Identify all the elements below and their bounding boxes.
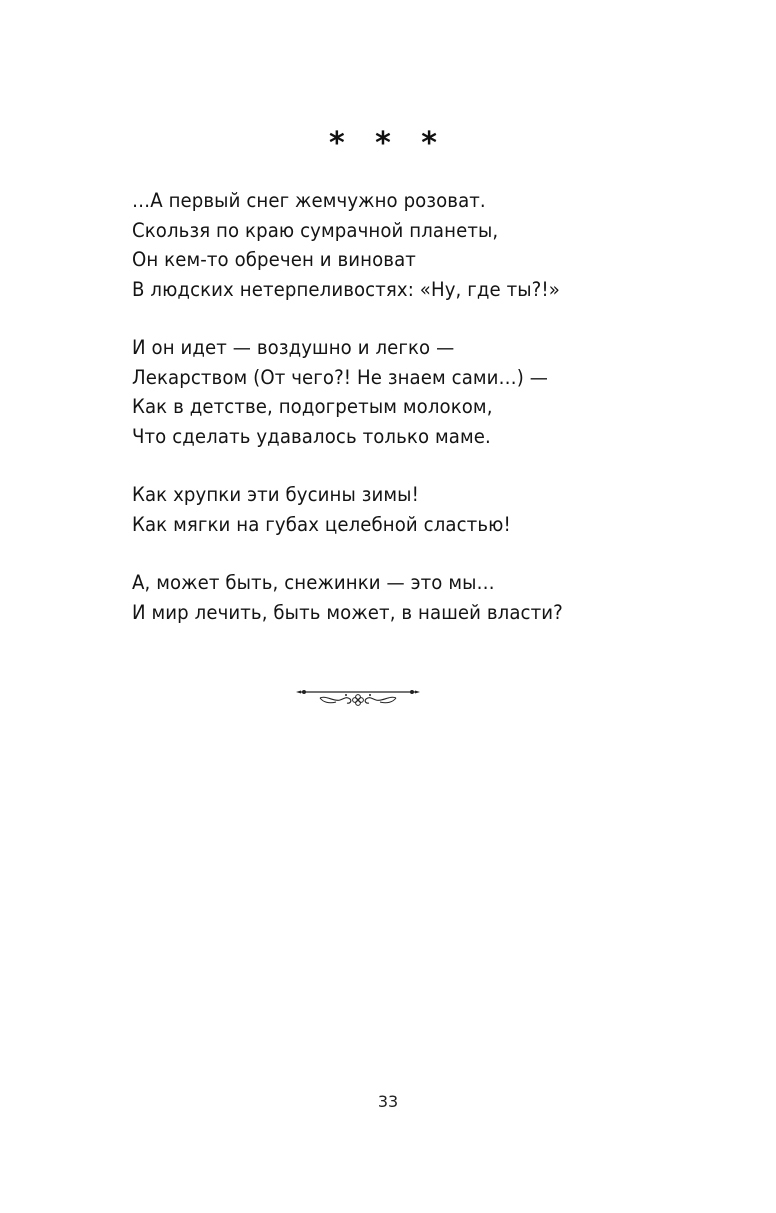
stanza-3 bbox=[132, 480, 732, 539]
poem-line: Он кем-то обречен и виноват bbox=[132, 248, 416, 271]
flourish-divider-icon bbox=[296, 686, 420, 710]
poem-line: Что сделать удавалось только маме. bbox=[132, 424, 491, 448]
stanza-1 bbox=[132, 186, 732, 304]
poem-line: И мир лечить, быть может, в нашей власти? bbox=[132, 600, 563, 624]
poem-line: В людских нетерпеливостях: «Ну, где ты?!» bbox=[132, 277, 560, 301]
stanza-4 bbox=[132, 568, 732, 627]
poem-line: Лекарством (От чего?! Не знаем сами…) — bbox=[132, 365, 549, 389]
poem-body bbox=[132, 186, 732, 656]
poem-line: Как мягки на губах целебной сластью! bbox=[132, 512, 511, 536]
poem-line: А, может быть, снежинки — это мы… bbox=[132, 571, 495, 594]
stanza-2 bbox=[132, 333, 732, 451]
poem-line: Скользя по краю сумрачной планеты, bbox=[132, 218, 499, 242]
page-number: 33 bbox=[377, 1092, 399, 1111]
section-marker-asterisks: * * * bbox=[329, 126, 447, 161]
poem-line: …А первый снег жемчужно розоват. bbox=[132, 189, 486, 212]
poem-line: И он идет — воздушно и легко — bbox=[132, 336, 455, 359]
poem-line: Как в детстве, подогретым молоком, bbox=[132, 395, 493, 418]
poem-line: Как хрупки эти бусины зимы! bbox=[132, 483, 419, 506]
